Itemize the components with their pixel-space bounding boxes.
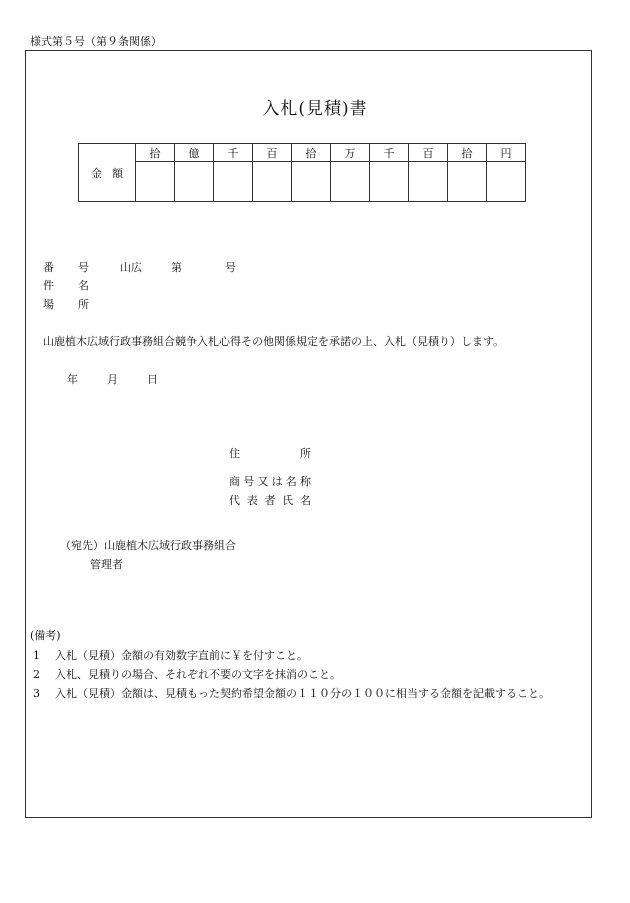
- consent-statement: 山鹿植木広域行政事務組合競争入札心得その他関係規定を承諾の上、入札（見積り）します。: [43, 335, 505, 348]
- unit-header: 百: [409, 144, 448, 162]
- amount-digit-cell[interactable]: [409, 162, 448, 202]
- number-row: [43, 259, 236, 275]
- number-suffix: 号: [225, 261, 236, 274]
- note-item: [33, 685, 550, 701]
- note-text: 入札、見積りの場合、それぞれ不要の文字を抹消のこと。: [55, 668, 341, 681]
- unit-header: 万: [331, 144, 370, 162]
- note-number: 3: [33, 687, 40, 700]
- company-name-label: 商号又は名称: [229, 475, 311, 488]
- form-number: 様式第５号（第９条関係）: [30, 35, 162, 48]
- document-title: 入札(見積)書: [262, 99, 368, 119]
- address-label-row: [229, 445, 311, 461]
- subject-row: [43, 277, 89, 293]
- date-year: 年: [67, 373, 78, 386]
- company-name-label-row: [229, 473, 311, 489]
- place-row: [43, 296, 89, 312]
- note-text: 入札（見積）金額は、見積もった契約希望金額の１１０分の１００に相当する金額を記載すること。: [55, 687, 550, 700]
- note-number: 2: [33, 668, 40, 681]
- subject-label: 件名: [43, 279, 89, 292]
- address-label: 住所: [229, 447, 311, 460]
- amount-digit-cell[interactable]: [448, 162, 487, 202]
- place-label: 場所: [43, 298, 89, 311]
- notes-title: (備考): [30, 629, 61, 642]
- unit-header: 拾: [292, 144, 331, 162]
- date-row: [67, 371, 158, 387]
- number-mid: 第: [171, 261, 182, 274]
- note-item: [33, 647, 308, 663]
- unit-header: 千: [370, 144, 409, 162]
- number-label: 番号: [43, 261, 89, 274]
- representative-label-row: [229, 492, 311, 508]
- representative-label: 代表者氏名: [229, 494, 311, 507]
- amount-label: 金額: [91, 166, 133, 180]
- unit-header: 百: [253, 144, 292, 162]
- date-month: 月: [107, 373, 118, 386]
- unit-header: 円: [487, 144, 526, 162]
- note-number: 1: [33, 649, 40, 662]
- amount-label-cell: [79, 144, 136, 202]
- note-text: 入札（見積）金額の有効数字直前に￥を付すこと。: [55, 649, 308, 662]
- amount-digit-cell[interactable]: [487, 162, 526, 202]
- amount-digit-cell[interactable]: [136, 162, 175, 202]
- unit-header: 千: [214, 144, 253, 162]
- amount-digit-cell[interactable]: [370, 162, 409, 202]
- amount-digit-cell[interactable]: [292, 162, 331, 202]
- note-item: [33, 666, 341, 682]
- unit-header: 億: [175, 144, 214, 162]
- unit-header: 拾: [136, 144, 175, 162]
- amount-table: [78, 143, 526, 202]
- addressee-line1: （宛先）山鹿植木広域行政事務組合: [60, 539, 236, 552]
- amount-digit-cell[interactable]: [214, 162, 253, 202]
- unit-header: 拾: [448, 144, 487, 162]
- date-day: 日: [147, 373, 158, 386]
- addressee-line2: 管理者: [90, 558, 123, 571]
- number-prefix: 山広: [120, 261, 142, 274]
- amount-digit-cell[interactable]: [331, 162, 370, 202]
- amount-digit-cell[interactable]: [253, 162, 292, 202]
- amount-digit-cell[interactable]: [175, 162, 214, 202]
